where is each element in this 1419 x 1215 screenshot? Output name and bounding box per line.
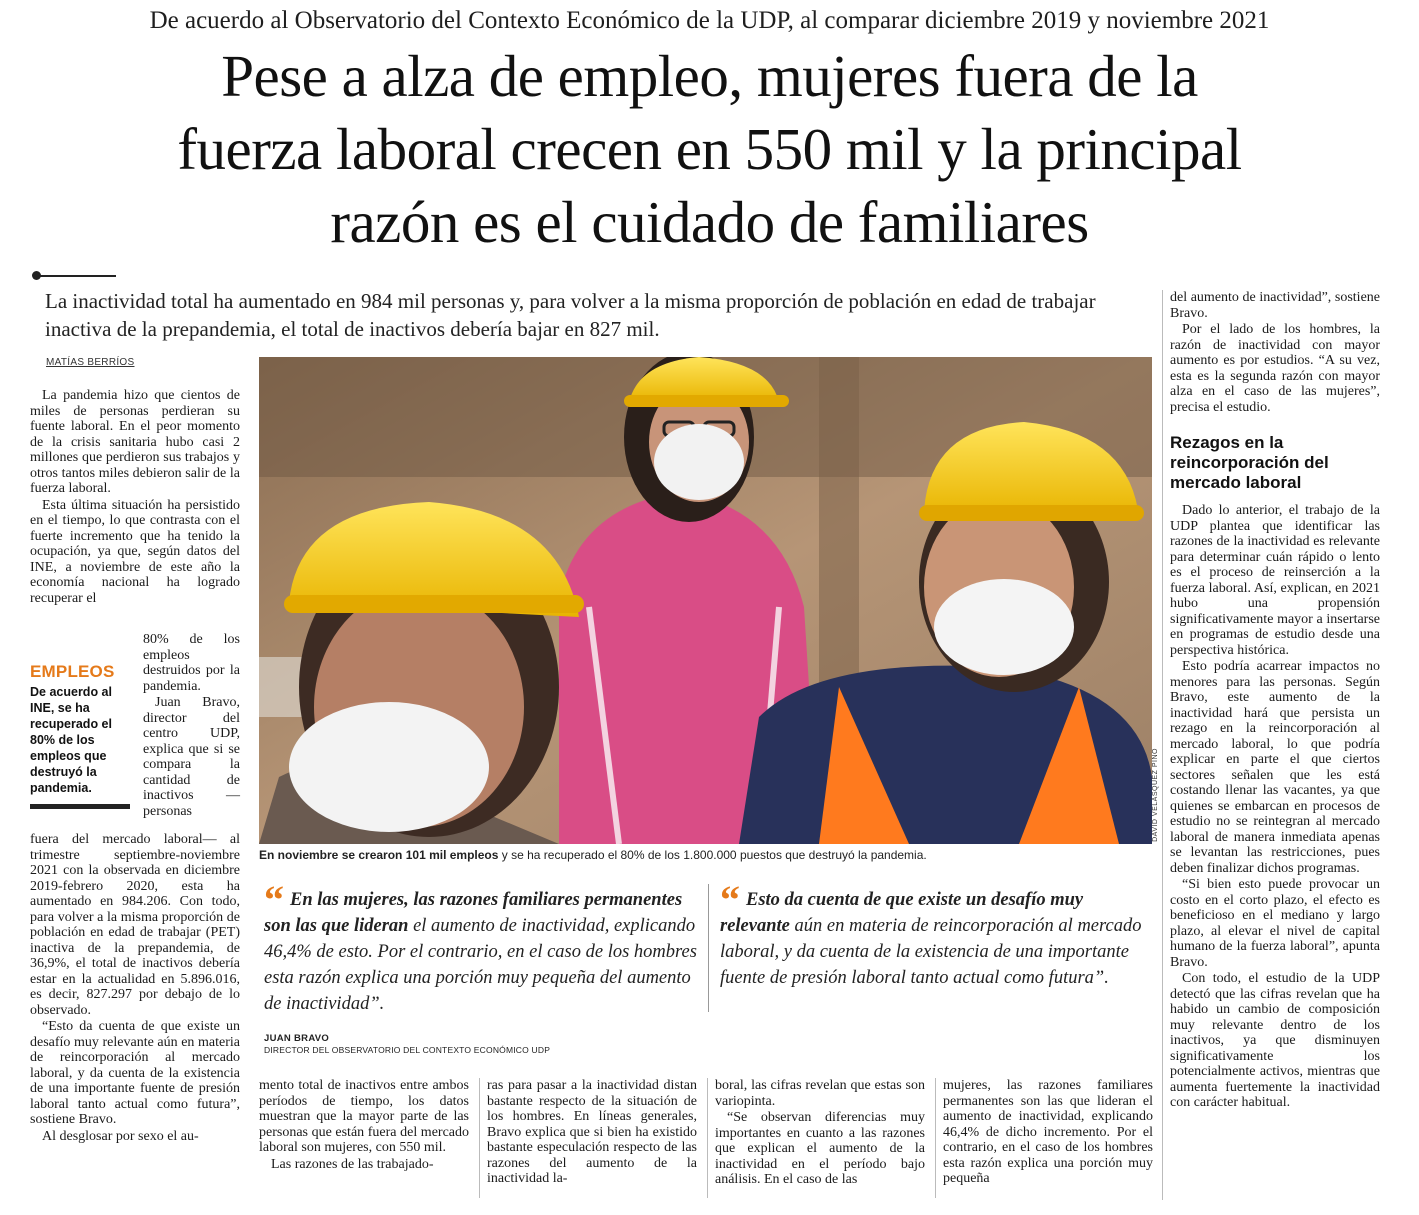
headline-line: razón es el cuidado de familiares xyxy=(330,189,1089,255)
quote-attribution-title: DIRECTOR DEL OBSERVATORIO DEL CONTEXTO ECONÓMICO UDP xyxy=(264,1045,551,1055)
paragraph: La pandemia hizo que cientos de miles de personas perdieran su fuente laboral. En el peor momento de la crisis sanitaria hubo casi 2 millones que perdieron sus trabajos y otros tantos miles debieron salir de la fuerza laboral. xyxy=(30,388,240,496)
byline: MATÍAS BERRÍOS xyxy=(46,357,135,368)
quote-mark-icon: “ xyxy=(264,877,284,922)
paragraph: Juan Bravo, director del centro UDP, explica que si se compara la cantidad de inactivos —personas xyxy=(143,695,240,819)
paragraph: Las razones de las trabajado- xyxy=(271,1156,434,1172)
deck-rule xyxy=(36,275,116,277)
paragraph: “Se observan diferencias muy importantes en cuanto a las razones que explican el aumento de la inactividad en el período bajo análisis. En el caso de las xyxy=(715,1110,925,1187)
photo-credit: DAVID VELÁSQUEZ PINO xyxy=(1152,748,1159,842)
news-photo xyxy=(259,357,1152,844)
paragraph: Esto podría acarrear impactos no menores para las personas. Según Bravo, este aumento de la inactividad hará que persista un rezago en la reincorporación al mercado laboral, lo que podría explicar en parte el que ciertos sectores señalen que les está costando llenar las vacantes, ya que quienes se embarcan en procesos de estudio no se reintegran al mercado laboral de manera inmediata apenas se levantan las restricciones, pues deben finalizar dichos programas. xyxy=(1170,659,1380,876)
quote-attribution-name: JUAN BRAVO xyxy=(264,1033,330,1044)
fact-box xyxy=(30,662,130,796)
body-column-1 xyxy=(30,388,240,607)
paragraph: “Si bien esto puede provocar un costo en el corto plazo, el efecto es beneficioso en el mediano y largo plazo, al elevar el nivel de capital humano de la fuerza laboral”, apunta Bravo. xyxy=(1170,877,1380,970)
kicker: De acuerdo al Observatorio del Contexto Económico de la UDP, al comparar diciembre 2019 y noviembre 2021 xyxy=(149,7,1270,34)
paragraph: fuera del mercado laboral— al trimestre septiembre-noviembre 2021 con la observada en diciembre 2019-febrero 2020, esta ha aumentado en 984.206. Con todo, para volver a la misma proporción de población en edad de trabajar (PET) inactiva de la prepandemia, de 36,9%, el total de inactivos debería estar en la actualidad en 5.896.016, es decir, 827.297 por debajo de lo observado. xyxy=(30,832,240,1018)
body-column-3 xyxy=(487,1078,697,1188)
body-column-6 xyxy=(1170,290,1380,416)
workers-photo-illustration xyxy=(259,357,1152,844)
quote-lead: En las mujeres, las razones familiares permanentes son las que lideran xyxy=(264,890,683,936)
body-column-1-narrow xyxy=(143,632,240,820)
headline-line: fuerza laboral crecen en 550 mil y la principal xyxy=(177,116,1242,182)
paragraph: mujeres, las razones familiares permanentes son las que lideran el aumento de inactividad, explicando 46,4% de dicho incremento. Por el contrario, en el caso de los hombres esta razón explica una porción muy pequeña xyxy=(943,1078,1153,1186)
fact-box-text: De acuerdo al INE, se ha recuperado el 80% de los empleos que destruyó la pandemia. xyxy=(30,685,112,795)
paragraph: Esta última situación ha persistido en el tiempo, lo que contrasta con el fuerte incremento que ha tenido la ocupación, ya que, según datos del INE, a noviembre de este año la economía nacional ha logrado recuperar el xyxy=(30,497,240,606)
paragraph: Con todo, el estudio de la UDP detectó que las cifras revelan que ha habido un cambio de composición muy relevante dentro de los inactivos, ya que disminuyen significativamente los potencialmente activos, mientras que aumenta fuertemente la inactividad con carácter habitual. xyxy=(1170,971,1380,1110)
quote-mark-icon: “ xyxy=(720,877,740,922)
body-column-5 xyxy=(943,1078,1153,1188)
paragraph: ras para pasar a la inactividad distan bastante respecto de la situación de los hombres. En líneas generales, Bravo explica que si bien ha existido bastante especulación respecto de las razones del aumento de la inactividad la- xyxy=(487,1078,697,1186)
column-divider xyxy=(1162,290,1163,1200)
quote-text: el aumento de inactividad, explicando 46,4% de esto. Por el contrario, en el caso de los hombres esta razón explica una porción muy pequeña del aumento de inactividad”. xyxy=(264,916,697,1014)
pull-quote-1 xyxy=(264,877,704,1017)
quote-lead: Esto da cuenta de que existe un desafío muy relevante xyxy=(720,890,1084,936)
fact-box-rule xyxy=(30,804,130,809)
paragraph: boral, las cifras revelan que estas son variopinta. xyxy=(715,1078,925,1109)
subheading: Rezagos en la reincorporación del mercado laboral xyxy=(1170,433,1329,492)
paragraph: 80% de los empleos destruidos por la pandemia. xyxy=(143,632,240,694)
quote-text: aún en materia de reincorporación al mercado laboral, y da cuenta de la existencia de una importante fuente de presión laboral tanto actual como futura”. xyxy=(720,916,1142,988)
paragraph: mento total de inactivos entre ambos períodos de tiempo, los datos muestran que la mayor parte de las personas que están fuera del mercado laboral son mujeres, con 550 mil. xyxy=(259,1078,469,1155)
paragraph: del aumento de inactividad”, sostiene Bravo. xyxy=(1170,290,1380,321)
caption-lead: En noviembre se crearon 101 mil empleos xyxy=(259,848,499,862)
deck: La inactividad total ha aumentado en 984 mil personas y, para volver a la misma proporción de población en edad de trabajar inactiva de la prepandemia, el total de inactivos debería bajar en 827 mil. xyxy=(45,289,1096,341)
paragraph: “Esto da cuenta de que existe un desafío muy relevante aún en materia de reincorporación al mercado laboral, y da cuenta de la existencia de una importante fuente de presión laboral tanto actual como futura”, sostiene Bravo. xyxy=(30,1019,240,1127)
headline-line: Pese a alza de empleo, mujeres fuera de la xyxy=(221,43,1198,109)
pull-quote-2 xyxy=(720,877,1150,991)
quote-divider xyxy=(708,884,709,1012)
fact-box-title: EMPLEOS xyxy=(30,662,115,681)
column-divider xyxy=(935,1078,936,1198)
body-column-4 xyxy=(715,1078,925,1189)
paragraph: Al desglosar por sexo el au- xyxy=(42,1128,199,1144)
paragraph: Dado lo anterior, el trabajo de la UDP plantea que identificar las razones de la inactividad es relevante para determinar cuán rápido o lento es el proceso de reinserción a la fuerza laboral. Así, explican, en 2021 hubo una propensión significativamente mayor a insertarse en programas de estudio desde una perspectiva histórica. xyxy=(1170,503,1380,658)
caption-text: y se ha recuperado el 80% de los 1.800.000 puestos que destruyó la pandemia. xyxy=(498,848,927,862)
photo-caption xyxy=(259,848,1159,862)
paragraph: Por el lado de los hombres, la razón de inactividad con mayor aumento es por estudios. “A su vez, esta es la segunda razón con mayor alza en el caso de las mujeres”, precisa el estudio. xyxy=(1170,322,1380,415)
column-divider xyxy=(479,1078,480,1198)
body-column-1-continued xyxy=(30,832,240,1145)
column-divider xyxy=(707,1078,708,1198)
headline xyxy=(20,40,1399,259)
body-column-2 xyxy=(259,1078,469,1173)
body-column-6-continued xyxy=(1170,503,1380,1112)
